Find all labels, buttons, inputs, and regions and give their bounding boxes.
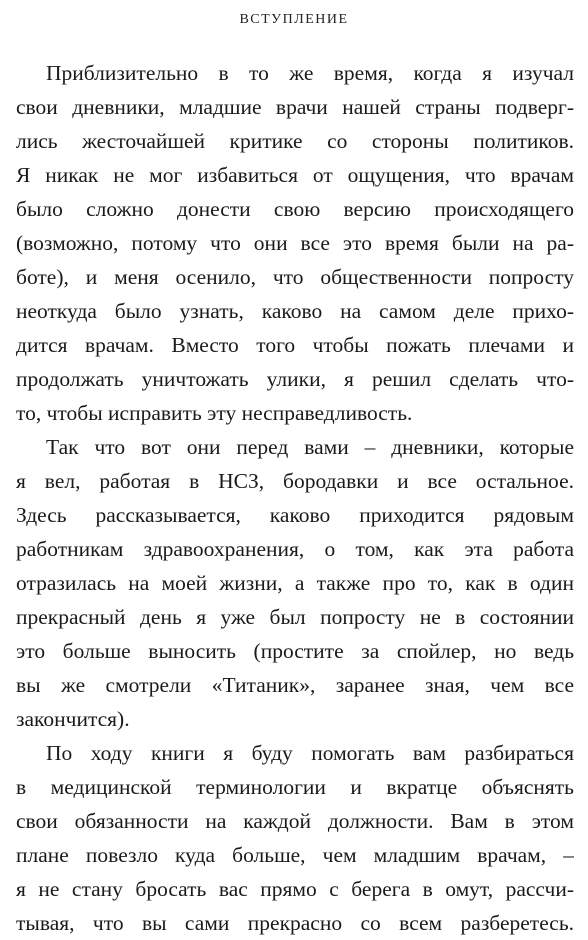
text-line: я не стану бросать вас прямо с берега в омут, рассчи- <box>16 877 574 901</box>
text-line: свои обязанности на каждой должности. Вам в этом <box>16 809 574 833</box>
text-line: работникам здравоохранения, о том, как эта работа <box>16 537 574 561</box>
text-line: прекрасный день я уже был попросту не в состоянии <box>16 605 574 629</box>
text-line: было сложно донести свою версию происходящего <box>16 197 574 221</box>
text-line: неоткуда было узнать, каково на самом деле прихо- <box>16 299 574 323</box>
text-line: отразилась на моей жизни, а также про то, как в один <box>16 571 574 595</box>
text-line: Так что вот они перед вами – дневники, которые <box>46 435 574 459</box>
text-line: вы же смотрели «Титаник», заранее зная, чем все <box>16 673 574 697</box>
text-line: Здесь рассказывается, каково приходится рядовым <box>16 503 574 527</box>
text-line: это больше выносить (простите за спойлер, но ведь <box>16 639 574 663</box>
text-line: закончится). <box>16 707 130 731</box>
text-line: тывая, что вы сами прекрасно со всем разберетесь. <box>16 911 574 935</box>
text-line: (возможно, потому что они все это время были на ра- <box>16 231 574 255</box>
text-line: плане повезло куда больше, чем младшим врачам, – <box>16 843 574 867</box>
text-line: Приблизительно в то же время, когда я изучал <box>46 61 574 85</box>
text-line: свои дневники, младшие врачи нашей страны подверг- <box>16 95 574 119</box>
text-line: дится врачам. Вместо того чтобы пожать плечами и <box>16 333 574 357</box>
text-line: то, чтобы исправить эту несправедливость. <box>16 401 413 425</box>
body-text <box>16 56 574 940</box>
running-head: ВСТУПЛЕНИЕ <box>239 12 349 27</box>
text-line: продолжать уничтожать улики, я решил сделать что- <box>16 367 574 391</box>
text-line: Я никак не мог избавиться от ощущения, что врачам <box>16 163 574 187</box>
text-line: я вел, работая в НСЗ, бородавки и все остальное. <box>16 469 574 493</box>
text-line: боте), и меня осенило, что общественности попросту <box>16 265 574 289</box>
text-line: По ходу книги я буду помогать вам разбираться <box>46 741 574 765</box>
text-line: в медицинской терминологии и вкратце объяснять <box>16 775 574 799</box>
text-line: лись жесточайшей критике со стороны политиков. <box>16 129 574 153</box>
